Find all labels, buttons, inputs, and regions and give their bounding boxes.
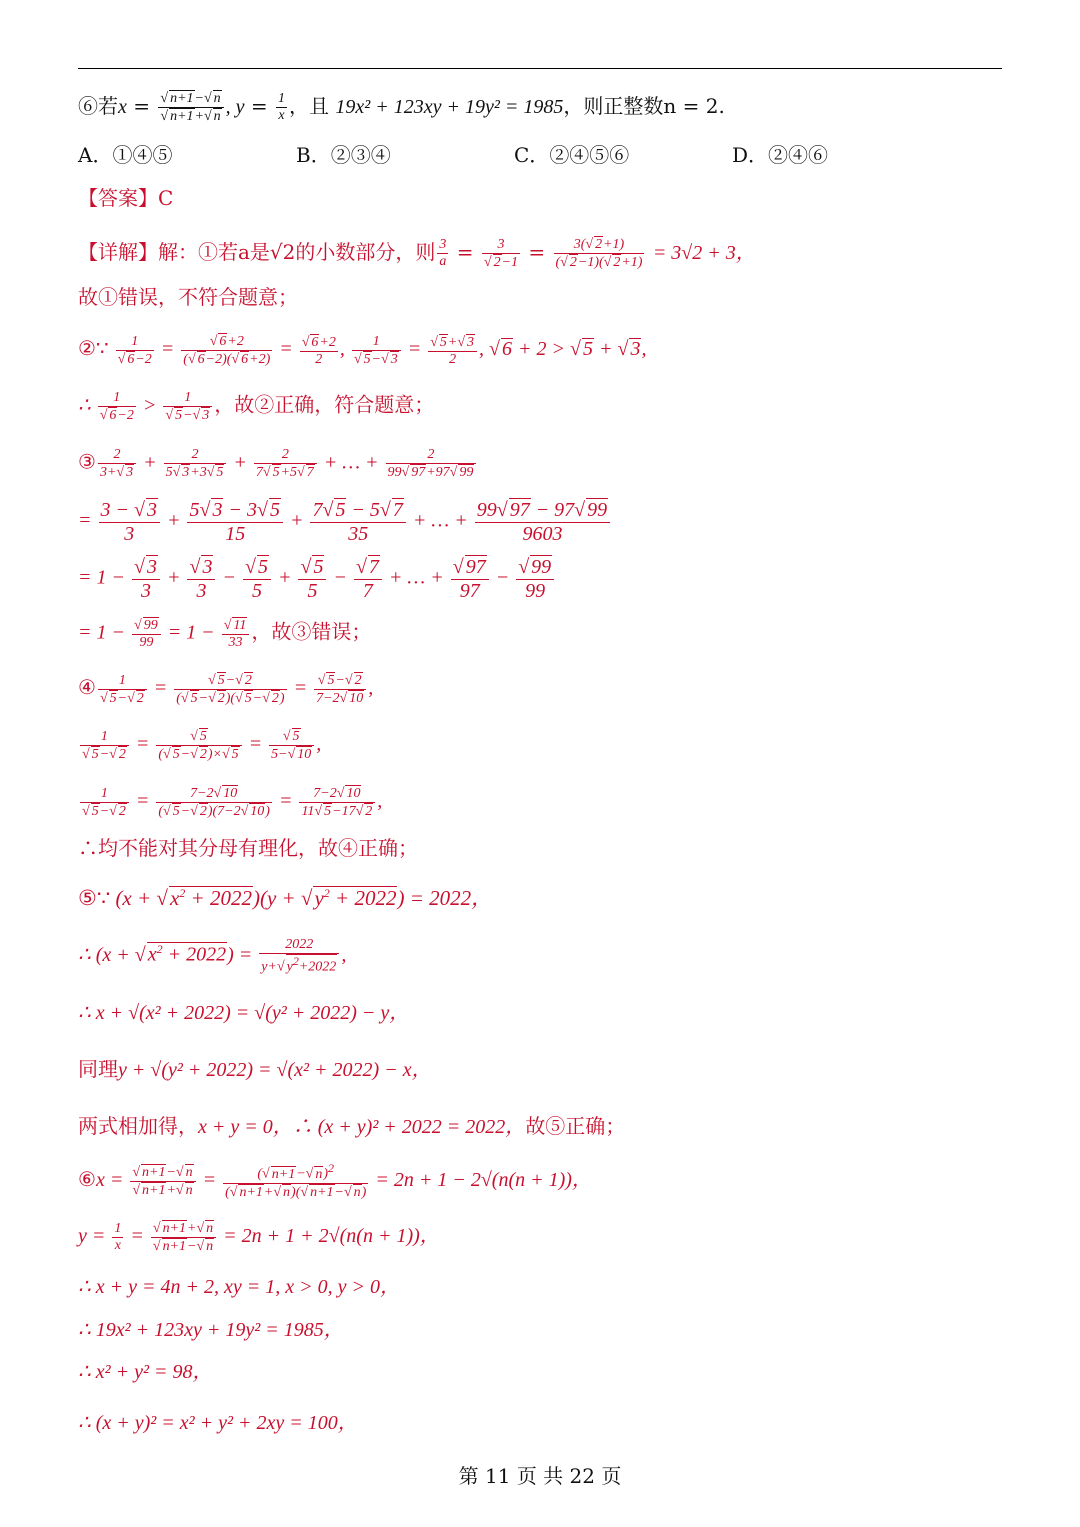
answer-tag: 【答案】 bbox=[78, 186, 158, 210]
s6-line1-result: = 2n + 1 − 2√(n(n + 1))， bbox=[375, 1169, 592, 1192]
s6-line4: ∴ 19x² + 123xy + 19y² = 1985， bbox=[78, 1319, 344, 1341]
s5-line5-eq: x + y = 0，∴ (x + y)² + 2022 = 2022， bbox=[198, 1116, 526, 1138]
option-value: ②④⑥ bbox=[768, 143, 829, 167]
s4-line1: ④ $\frac{1}{√ 5-√ 2}$ = $\frac{√ 5-√ 2}{(√ 5-√ 2)(√ 5-√ 2)}$ = $\frac{√ 5-√ 2}{7-2√ 10}$ , bbox=[78, 672, 374, 707]
s4-line3: $\frac{1}{√ 5-√ 2}$ = $\frac{7-2√ 10}{(√ 5-√ 2)(7-2√ 10)}$ = $\frac{7-2√ 10}{11√ 5-17√ 2}$ , bbox=[82, 785, 383, 820]
s3-line1: ③ $\frac{2}{3+√ 3}$ + $\frac{2}{5√ 3+3√ 5}$ + $\frac{2}{7√ 5+5√ 7}$ + … + $\frac{2}{99√ 97+97√ 99}$ bbox=[78, 447, 478, 481]
s5-line5 bbox=[78, 1116, 625, 1137]
option-a[interactable] bbox=[78, 145, 296, 165]
s6-line2-result: = 2n + 1 + 2√(n(n + 1))， bbox=[223, 1225, 440, 1248]
s3-line4: = 1 − $\frac{√ 99}{99}$ = 1 − $\frac{√ 11}{33}$ ，故③错误； bbox=[78, 618, 372, 651]
answer-line bbox=[78, 188, 173, 208]
s6-line3: ∴ x + y = 4n + 2, xy = 1, x > 0, y > 0， bbox=[78, 1276, 400, 1298]
option-label: C． bbox=[514, 143, 550, 167]
s2-line1: ②∵ $\frac{1}{√ 6-2}$ = $\frac{√ 6+2}{(√ 6-2)(√ 6+2)}$ = $\frac{√ 6+2}{2}$ , $\frac{1}{√ 5-√ 3}$ = $\frac{√ 5+√ 3}{2}$ , √ 6 + 2 > √ 5 + √ 3, bbox=[78, 333, 647, 368]
question-6: ⑥若x = $\frac{√ n+1-√ n}{√ n+1+√ n}$ , y = $\frac{1}{x}$ ，且 19x² + 123xy + 19y² = 1985，则正整数n = 2. bbox=[78, 91, 725, 125]
s6-line6: ∴ (x + y)² = x² + y² + 2xy = 100， bbox=[78, 1412, 358, 1434]
q6-fraction-x: $\frac{√ n+1-√ n}{√ n+1+√ n}$ bbox=[158, 90, 223, 125]
s4-line2: $\frac{1}{√ 5-√ 2}$ = $\frac{√ 5}{(√ 5-√ 2)\times√ 5}$ = $\frac{√ 5}{5-√ 10}$ , bbox=[82, 728, 322, 763]
detail-intro-text: 解：①若a是√2的小数部分，则 bbox=[158, 240, 436, 265]
option-value: ②④⑤⑥ bbox=[549, 143, 630, 167]
q6-tail: ，且 bbox=[289, 94, 330, 119]
option-label: B． bbox=[296, 143, 331, 167]
s5-line5-prefix: 两式相加得， bbox=[78, 1114, 198, 1138]
s2-line2: ∴ $\frac{1}{√ 6-2}$ > $\frac{1}{√ 5-√ 3}$ ，故②正确，符合题意； bbox=[78, 390, 435, 424]
option-b[interactable] bbox=[296, 145, 514, 165]
s6-line2: y = $\frac{1}{x}$ = $\frac{√ n+1+√ n}{√ n+1-√ n}$ = 2n + 1 + 2√(n(n + 1))， bbox=[78, 1221, 440, 1255]
option-value: ①④⑤ bbox=[112, 143, 173, 167]
header-rule bbox=[78, 68, 1002, 69]
detail-intro: 【详解】解：①若a是√2的小数部分，则 $\frac{3}{a}$ = $\frac{3}{√ 2-1}$ = $\frac{3(√ 2+1)}{(√ 2-1)(√ 2+1)}$ = 3√2 + 3， bbox=[78, 236, 756, 271]
s5-line3: ∴ x + √(x² + 2022) = √(y² + 2022) − y， bbox=[78, 1002, 410, 1024]
s3-end: ，故③错误； bbox=[251, 619, 372, 644]
q6-fraction-y: $\frac{1}{x}$ bbox=[278, 91, 286, 124]
page-footer: 第 11 页 共 22 页 bbox=[458, 1464, 622, 1488]
s3-line3: = 1 − $\frac{√ 3}{3}$ + $\frac{√ 3}{3}$ − $\frac{√ 5}{5}$ + $\frac{√ 5}{5}$ − $\frac{√ 7}{7}$ + … + $\frac{√ 97}{97}$ − $\frac{√ 99}{99}$ bbox=[78, 555, 556, 603]
s3-line2: = $\frac{3 - √ 3}{3}$ + $\frac{5√ 3 - 3√ 5}{15}$ + $\frac{7√ 5 - 5√ 7}{35}$ + … + $\frac{99√ 97 - 97√ 99}{9603}$ bbox=[78, 498, 612, 546]
s6-line1: ⑥x = $\frac{√ n+1-√ n}{√ n+1+√ n}$ = $\frac{(√ n+1-√ n)^2}{(√ n+1+√ n)(√ n+1-√ n)}$ = 2n + 1 − 2√(n(n + 1))， bbox=[78, 1161, 592, 1200]
s2-conclusion: ，故②正确，符合题意； bbox=[214, 392, 435, 417]
s5-line4 bbox=[78, 1059, 432, 1080]
q6-equation: 19x² + 123xy + 19y² = 1985 bbox=[335, 96, 564, 119]
s4-conclusion: ∴均不能对其分母有理化，故④正确； bbox=[78, 836, 418, 860]
q6-prefix: ⑥若 bbox=[78, 94, 118, 119]
option-value: ②③④ bbox=[330, 143, 391, 167]
option-c[interactable] bbox=[514, 145, 732, 165]
s5-line4-eq: y + √(y² + 2022) = √(x² + 2022) − x， bbox=[118, 1059, 432, 1081]
option-label: D． bbox=[732, 143, 769, 167]
detail-tag: 【详解】 bbox=[78, 240, 158, 265]
s1-result: = 3√2 + 3， bbox=[652, 242, 756, 265]
s6-line5: ∴ x² + y² = 98， bbox=[78, 1361, 213, 1383]
s5-line1: ⑤∵ $(x + √x^2 + 2022)(y + √y^2 + 2022) = 2022$， bbox=[78, 886, 493, 910]
options-row bbox=[78, 145, 828, 165]
q6-end: ，则正整数n = 2. bbox=[563, 94, 725, 119]
answer-value: C bbox=[158, 186, 174, 210]
s5-line4-prefix: 同理 bbox=[78, 1057, 118, 1081]
s5-line1-eq: = 2022， bbox=[409, 886, 493, 910]
s5-line2: ∴ (x + √ $x^2 + 2022$) = $\frac{2022}{y+√ y^2+2022}$ , bbox=[78, 937, 347, 975]
s5-line5-end: 故⑤正确； bbox=[525, 1114, 626, 1138]
option-d[interactable] bbox=[732, 145, 828, 165]
option-label: A． bbox=[78, 143, 113, 167]
s1-conclusion: 故①错误，不符合题意； bbox=[78, 285, 298, 309]
